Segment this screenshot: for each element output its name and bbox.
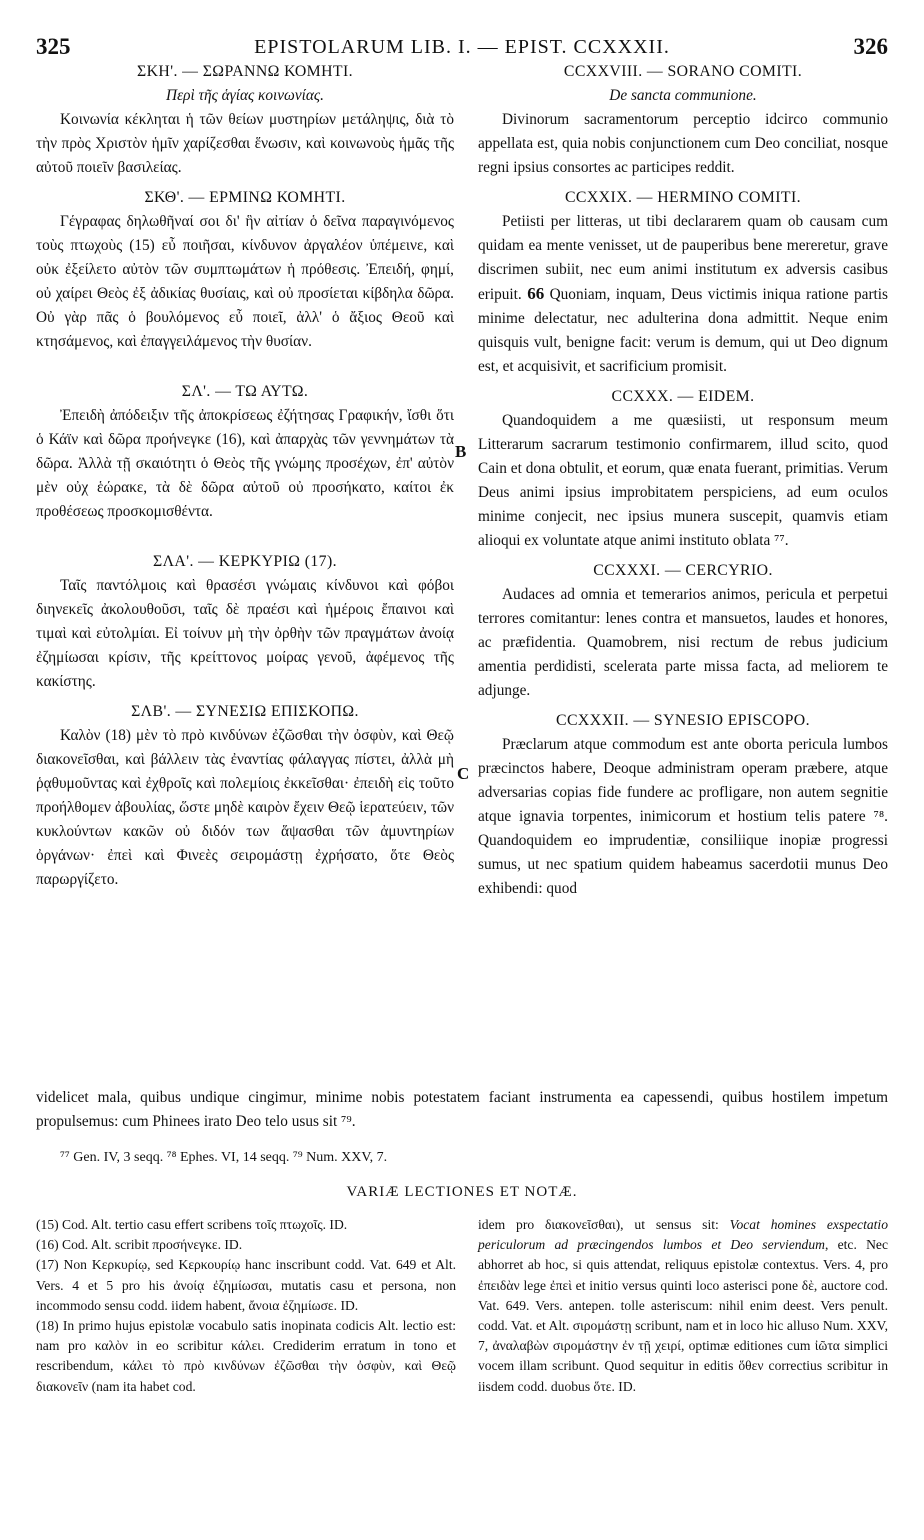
note-16: (16) Cod. Alt. scribit προσήνεγκε. ID. [36,1237,243,1253]
greek-epistle-228-subtitle: Περὶ τῆς ἁγίας κοινωνίας. [166,87,324,104]
greek-epistle-231-text: Ταῖς παντόλμοις καὶ θρασέσι γνώμαις κίνδυνοι καὶ φόβοι διηνεκεῖς ἀκολουθοῦσι, ταῖς δὲ πραέσι καὶ ἡμέροις ἔπαινοι καὶ τιμαὶ καὶ εὐτολμίαι. Εἰ τοίνυν μὴ τὴν ὀρθὴν τῶν πραγμάτων ἀνοίᾳ ἐζημίωσαι κρίσιν, τῆς κρείττονος μοίρας γενοῦ, ἀφέμενος τῆς κακίστης. [36,577,454,690]
latin-epistle-228-title: CCXXVIII. — SORANO COMITI. [563,63,803,80]
note-17: (17) Non Κερκυρίῳ, sed Κερκουρίῳ hanc inscribunt codd. Vat. 649 et Alt. Vers. 4 et 5 pro his ἀνοίᾳ ἐζημίωσαι, mutatis casu et persona, non incommodo sensu codd. iidem habent, ἄνοια ἐζημίωσε. ID. [36,1257,456,1313]
running-header [36,34,888,60]
latin-epistle-232-title: CCXXXII. — SYNESIO EPISCOPO. [556,712,810,729]
note-18-continued [478,1215,888,1397]
variae-lectiones-title: VARIÆ LECTIONES ET NOTÆ. [346,1184,578,1200]
latin-epistle-229-text-a: Petiisti per litteras, ut tibi declararem quam ob causam cum quidam ea mente venisset, ut de pauperibus bene mereretur, grave discrimen subiit, nec eum animi institutum ex adversis casibus eripuit. [478,213,888,303]
running-title: EPISTOLARUM LIB. I. — EPIST. CCXXXII. [254,36,670,58]
latin-epistle-231-text: Audaces ad omnia et temerarios animos, pericula et perpetui terrores comitantur: lenes contra et mansuetos, laudes et honores, ac præfidentia. Quamobrem, nisi rectum de rebus judicium amentia perdidisti, scelerata parte missa facta, ad meliorem te adjunge. [478,586,888,699]
latin-epistle-229-text [478,210,888,379]
greek-epistle-231-title: ΣΛΑ'. — ΚΕΡΚΥΡΙΩ (17). [152,553,337,570]
latin-epistle-231-title: CCXXXI. — CERCYRIO. [593,562,773,579]
greek-epistle-228-text: Κοινωνία κέκληται ἡ τῶν θείων μυστηρίων μετάληψις, διὰ τὸ τὴν πρὸς Χριστὸν ἡμῖν χαρίζεσθαι ἕνωσιν, καὶ κοινωνοὺς ἡμᾶς τῆς αὐτοῦ ποιεῖν βασιλείας. [36,111,454,176]
greek-epistle-228-title: ΣΚΗ'. — ΣΩΡΑΝΝΩ ΚΟΜΗΤΙ. [137,63,353,80]
page-number-right: 326 [853,34,888,59]
latin-epistle-228-text: Divinorum sacramentorum perceptio idcirco communio appellata est, quia nobis conjunctionem cum Deo conciliat, nosque regni ipsius consortes ac participes reddit. [478,111,888,176]
greek-epistle-232-title: ΣΛΒ'. — ΣΥΝΕΣΙΩ ΕΠΙΣΚΟΠΩ. [131,703,359,720]
latin-continuation: videlicet mala, quibus undique cingimur, minime nobis potestatem faciant instrumenta ea capessendi, quibus hostilem impetum propulsemus: cum Phinees irato Deo telo usus sit ⁷⁹. [36,1089,888,1130]
note-15: (15) Cod. Alt. tertio casu effert scribens τοῖς πτωχοῖς. ID. [36,1217,348,1232]
latin-epistle-230-title: CCXXX. — EIDEM. [611,388,755,405]
notes-right-column [478,1215,888,1397]
latin-column [478,60,888,901]
greek-epistle-229-title: ΣΚΘ'. — ΕΡΜΙΝΩ ΚΟΜΗΤΙ. [144,189,346,206]
note-18-cont-b: , etc. Nec abhorret ab hoc, si quis attendat, reliquus epistolæ contextus. Vers. 4, pro ἐπειδὰν lege ἐπεὶ et initio versus quinti loco asterisci pone δὲ, auctore cod. Vat. 649. Vers. antepen. tolle asteriscum: nihil enim deest. Vers penult. codd. Vat. et Alt. σιρομάστῃ scribunt, nam et in loco hic alluso Num. XXV, 7, ἀναλαβὼν σιρομάστην ἐν τῇ χειρί, optimæ editiones cum ἰῶτα simplici vocem illam scribunt. Quod sequitur in editis ὅθεν correctius scribitur in iisdem codd. duobus ὅτε. ID. [478,1237,888,1394]
margin-letter-c: C [457,764,470,783]
greek-epistle-230-text: Ἐπειδὴ ἀπόδειξιν τῆς ἀποκρίσεως ἐζήτησας Γραφικήν, ἴσθι ὅτι ὁ Κάϊν καὶ δῶρα προήνεγκε (16), καὶ ἀπαρχὰς τῶν γεννημάτων τὰ δῶρα. Ἀλλὰ τῇ σκαιότητι ὁ Θεὸς τῆς γνώμης προσέχων, ἐπ' αὐτὸν μὲν οὐχ ἑώρακε, τὰ δὲ δῶρα αὐτοῦ οὐ προσήκατο, καίτοι ἐκ προθέσεως προσκομισθέντα. [36,407,454,520]
column-marker-66: 66 [527,284,545,303]
latin-epistle-232-text: Præclarum atque commodum est ante oborta pericula lumbos præcinctos habere, Deoque administram operam præbere, atque adversarias copias fide fundere ac profligare, non autem segnitie atque ignavia torpentes, inimicorum et hostium telis patere ⁷⁸. Quandoquidem eo imprudentiæ, consiliique inopiæ progressi sumus, ut nec spatium quidem habeamus sacerdotii munus Deo exhibendi: quod [478,736,888,897]
latin-epistle-228-subtitle: De sancta communione. [609,87,757,104]
latin-epistle-229-title: CCXXIX. — HERMINO COMITI. [565,189,801,206]
scripture-footnotes: ⁷⁷ Gen. IV, 3 seqq. ⁷⁸ Ephes. VI, 14 seqq. ⁷⁹ Num. XXV, 7. [60,1150,388,1165]
greek-epistle-232-text: Καλὸν (18) μὲν τὸ πρὸ κινδύνων ἐζῶσθαι τὴν ὀσφὺν, καὶ Θεῷ διακονεῖσθαι, καὶ βάλλειν τὰς ἐναντίας φάλαγγας πίστει, ἀλλὰ μὴ ῥᾳθυμοῦντας καὶ ἐχθροῖς καὶ πολεμίοις ἐκκεῖσθαι· ἐπειδὴ εἰς τοῦτο προήλθομεν ἀβουλίας, ὥστε μηδὲ καιρὸν ἔχειν Θεῷ ἱερατεύειν, τῶν κυκλούντων κακῶν οὐ διδόν των ἅψασθαι τῶν ἀμυντηρίων ὀργάνων· ἐπεὶ καὶ Φινεὲς σειρομάστῃ ἐχρήσατο, ὅτε Θεὸς παρωργίζετο. [36,727,454,888]
greek-column [36,60,454,892]
latin-epistle-229-text-b: Quoniam, inquam, Deus victimis iniqua ratione partis minime delectatur, nec adulterina dona admittit. Neque enim quisquis vult, benigne facit: verum is demum, qui ut Deo dignum est, et acquisivit, et sacrificium promisit. [478,286,888,375]
notes-left-column [36,1215,456,1397]
greek-epistle-230-title: ΣΛ'. — ΤΩ ΑΥΤΩ. [181,383,309,400]
margin-letter-b: B [455,442,467,461]
page-number-left: 325 [36,34,71,59]
note-18-cont-italic: Vocat homines exspectatio periculorum ad præcingendos lumbos et Deo serviendum [478,1217,888,1253]
note-18: (18) In primo hujus epistolæ vocabulo satis inopinata codicis Alt. lectio est: nam pro καλὸν in eo scribitur κάλει. Crediderim erratum in tono et rescribendum, κάλει τὸ πρὸ κινδύνων ἐζῶσθαι τὴν ὀσφὺν, καὶ Θεῷ διακονεῖν (nam ita habet cod. [36,1318,456,1394]
latin-epistle-230-text: Quandoquidem a me quæsiisti, ut responsum meum Litterarum sacrarum testimonio confirmarem, illud scito, quod Cain et dona obtulit, et eorum, quæ enata fuerant, primitias. Verum Deus animi ipsius improbitatem perspiciens, ad eum oculos minime conjecit, nec ipsius munera suscepit, quamvis etiam alioqui ex voluntate atque animi instituto oblata ⁷⁷. [478,412,888,549]
greek-epistle-229-text: Γέγραφας δηλωθῆναί σοι δι' ἣν αἰτίαν ὁ δεῖνα παραγινόμενος τοὺς πτωχοὺς (15) εὖ ποιῆσαι, κίνδυνον ἀργαλέον ὑπέμεινε, καὶ οὐκ ἐξείλετο αὐτὸν τῶν συμπτωμάτων ἡ πρόθεσις. Ἐπειδή, φημί, οὐ χαίρει Θεὸς ἐξ ἀδικίας θυσίαις, καὶ οὐ προσίεται κίβδηλα δῶρα. Οὐ γὰρ πᾶς ὁ βουλόμενος εὖ ποιεῖ, ἀλλ' ὁ ἄξιος Θεοῦ καὶ κτησάμενος, καὶ ἐπαγγειλάμενος τὴν θυσίαν. [36,213,454,350]
note-18-cont-a: idem pro διακονεῖσθαι), ut sensus sit: [478,1217,730,1232]
